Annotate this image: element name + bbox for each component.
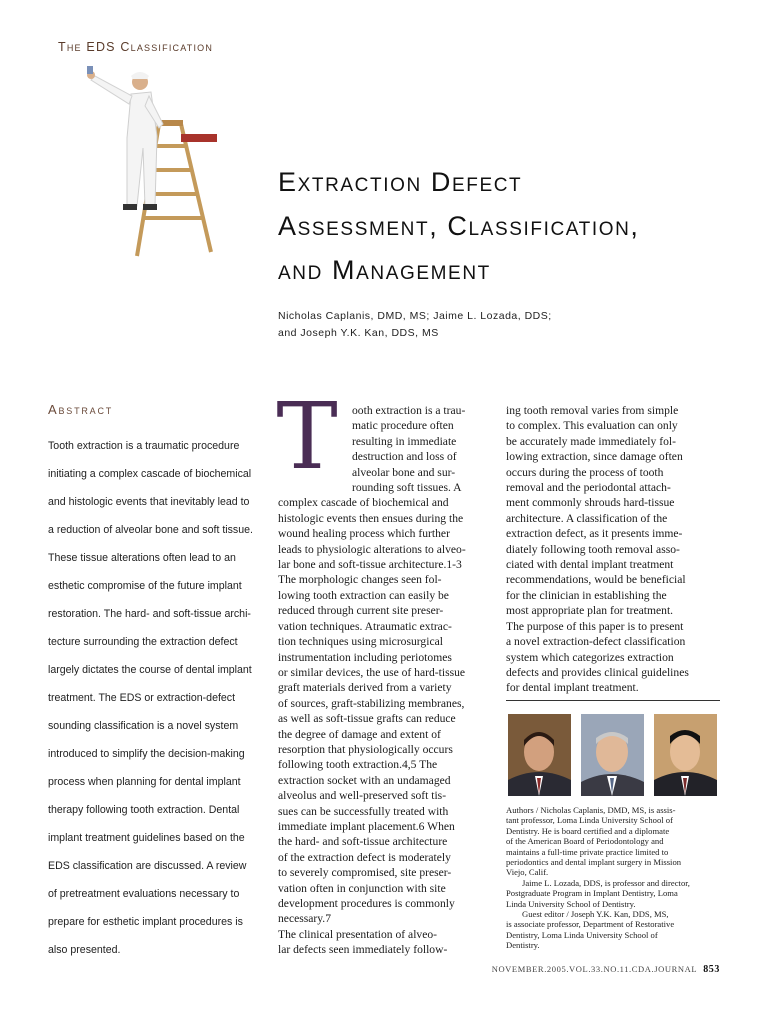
body-line: immediate implant placement.6 When	[278, 819, 455, 833]
body-line: necessary.7	[278, 912, 332, 926]
bio-line: Guest editor / Joseph Y.K. Kan, DDS, MS,	[522, 909, 669, 920]
body-line: The morphologic changes seen fol-	[278, 573, 442, 587]
bio-line: Authors / Nicholas Caplanis, DMD, MS, is assis-	[506, 805, 676, 815]
body-line: instrumentation including periotomes	[278, 650, 452, 664]
painter-on-ladder-illustration	[85, 66, 225, 262]
body-column-1	[278, 403, 492, 958]
bio-line: maintains a full-time private practice limited to	[506, 846, 669, 857]
body-line: ciated with dental implant treatment	[506, 558, 674, 572]
author-byline	[278, 308, 718, 342]
body-line: resulting in immediate	[352, 434, 457, 448]
author-photo-kan	[654, 714, 717, 796]
bio-line: of the American Board of Periodontology and	[506, 836, 664, 847]
abstract-line: a reduction of alveolar bone and soft tissue.	[48, 524, 253, 536]
abstract-line: process when planning for dental implant	[48, 776, 241, 788]
abstract-line: EDS classification are discussed. A review	[48, 860, 247, 872]
body-line: be accurately made immediately fol-	[506, 434, 676, 448]
body-line: histologic events then ensues during the	[278, 511, 464, 525]
abstract-line: largely dictates the course of dental implant	[48, 664, 252, 676]
abstract-line: introduced to simplify the decision-making	[48, 748, 245, 760]
body-line: alveolar bone and sur-	[352, 465, 456, 479]
body-line: the hard- and soft-tissue architecture	[278, 835, 448, 849]
abstract-line: restoration. The hard- and soft-tissue archi-	[48, 608, 251, 620]
author-bios	[506, 805, 722, 951]
body-line: for the clinician in establishing the	[506, 588, 667, 602]
body-line: system which categorizes extraction	[506, 650, 674, 664]
body-line: extraction socket with an undamaged	[278, 773, 451, 787]
body-line: defects and provides clinical guidelines	[506, 665, 689, 679]
author-line: and Joseph Y.K. Kan, DDS, MS	[278, 327, 439, 339]
abstract-line: and histologic events that inevitably lead to	[48, 496, 250, 508]
abstract-line: initiating a complex cascade of biochemical	[48, 468, 252, 480]
body-line: alveolus and well-preserved soft tis-	[278, 789, 447, 803]
abstract-line: prepare for esthetic implant procedures is	[48, 916, 243, 928]
bio-line: periodontics and dental implant surgery in Mission	[506, 857, 682, 868]
body-line: lar defects seen immediately follow-	[278, 943, 448, 957]
title-line: Assessment, Classification,	[278, 211, 640, 241]
abstract-line: sounding classification is a novel system	[48, 720, 239, 732]
body-line: leads to physiologic alterations to alveo-	[278, 542, 466, 556]
abstract-line: esthetic compromise of the future implant	[48, 580, 242, 592]
body-line: occurs during the process of tooth	[506, 465, 664, 479]
column-rule	[506, 700, 720, 701]
body-line: most appropriate plan for treatment.	[506, 604, 674, 618]
bio-line: Postgraduate Program in Implant Dentistry, Loma	[506, 888, 678, 899]
body-line: The clinical presentation of alveo-	[278, 927, 438, 941]
body-line: recommendations, would be beneficial	[506, 573, 686, 587]
body-line: vation techniques. Atraumatic extrac-	[278, 619, 452, 633]
body-line: lar bone and soft-tissue architecture.1-3	[278, 558, 462, 572]
body-line: architecture. A classification of the	[506, 511, 668, 525]
page-number: 853	[703, 964, 720, 975]
body-line: destruction and loss of	[352, 450, 457, 464]
body-line: ing tooth removal varies from simple	[506, 404, 679, 417]
bio-line: Jaime L. Lozada, DDS, is professor and director,	[522, 877, 690, 888]
body-line: following tooth extraction.4,5 The	[278, 758, 438, 772]
bio-line: Linda University School of Dentistry.	[506, 898, 636, 909]
bio-line: Dentistry.	[506, 940, 540, 951]
body-line: reduced through current site preser-	[278, 604, 444, 618]
body-line: extraction defect, as it presents imme-	[506, 527, 683, 541]
body-line: diately following tooth removal asso-	[506, 542, 680, 556]
body-line: vation often in conjunction with site	[278, 881, 446, 895]
body-line: sues can be successfully treated with	[278, 804, 449, 818]
body-line: matic procedure often	[352, 419, 454, 433]
body-line: or similar devices, the use of hard-tissue	[278, 665, 466, 679]
bio-line: is associate professor, Department of Restorative	[506, 919, 675, 930]
body-line: wound healing process which further	[278, 527, 450, 541]
body-line: to severely compromised, site preser-	[278, 866, 452, 880]
drop-cap: T	[276, 383, 338, 490]
body-line: removal and the periodontal attach-	[506, 481, 671, 495]
abstract-line: of pretreatment evaluations necessary to	[48, 888, 240, 900]
title-line: Extraction Defect	[278, 167, 523, 197]
author-photo-caplanis	[508, 714, 571, 796]
body-line: resorption that physiologically occurs	[278, 742, 453, 756]
abstract-line: tecture surrounding the extraction defect	[48, 636, 238, 648]
page-footer	[480, 964, 720, 975]
body-line: lowing extraction, since damage often	[506, 450, 683, 464]
body-line: for dental implant treatment.	[506, 681, 639, 695]
body-line: ment commonly shrouds hard-tissue	[506, 496, 675, 510]
body-line: ooth extraction is a trau-	[352, 404, 466, 417]
body-line: of sources, graft-stabilizing membranes,	[278, 696, 465, 710]
body-line: complex cascade of biochemical and	[278, 496, 449, 510]
article-title	[278, 160, 748, 292]
body-line: graft materials derived from a variety	[278, 681, 452, 695]
body-line: of the extraction defect is moderately	[278, 850, 451, 864]
bio-line: Viejo, Calif.	[506, 867, 549, 878]
abstract-heading: Abstract	[48, 402, 114, 417]
body-line: development procedures is commonly	[278, 897, 455, 910]
abstract-line: also presented.	[48, 944, 121, 956]
bio-line: Dentistry. He is board certified and a diplomate	[506, 825, 670, 836]
author-photo-lozada	[581, 714, 644, 796]
author-line: Nicholas Caplanis, DMD, MS; Jaime L. Lozada, DDS;	[278, 310, 552, 322]
abstract-line: therapy following tooth extraction. Dental	[48, 804, 240, 816]
body-line: lowing tooth extraction can easily be	[278, 588, 449, 602]
abstract-body	[48, 432, 273, 964]
abstract-line: Tooth extraction is a traumatic procedure	[48, 440, 240, 452]
title-line: and Management	[278, 255, 491, 285]
body-line: rounding soft tissues. A	[352, 481, 462, 495]
bio-line: Dentistry, Loma Linda University School of	[506, 929, 658, 940]
abstract-line: These tissue alterations often lead to an	[48, 552, 236, 564]
abstract-line: implant treatment guidelines based on the	[48, 832, 245, 844]
journal-issue: NOVEMBER.2005.VOL.33.NO.11.CDA.JOURNAL	[491, 964, 698, 974]
body-line: the degree of damage and extent of	[278, 727, 441, 741]
bio-line: tant professor, Loma Linda University School of	[506, 815, 673, 826]
body-line: to complex. This evaluation can only	[506, 419, 678, 433]
body-line: a novel extraction-defect classification	[506, 635, 686, 649]
body-line: as well as soft-tissue grafts can reduce	[278, 712, 456, 726]
series-header: The EDS Classification	[58, 40, 214, 54]
body-line: tion techniques using microsurgical	[278, 635, 443, 649]
body-line: The purpose of this paper is to present	[506, 619, 684, 633]
body-column-2	[506, 403, 722, 696]
abstract-line: treatment. The EDS or extraction-defect	[48, 692, 236, 704]
